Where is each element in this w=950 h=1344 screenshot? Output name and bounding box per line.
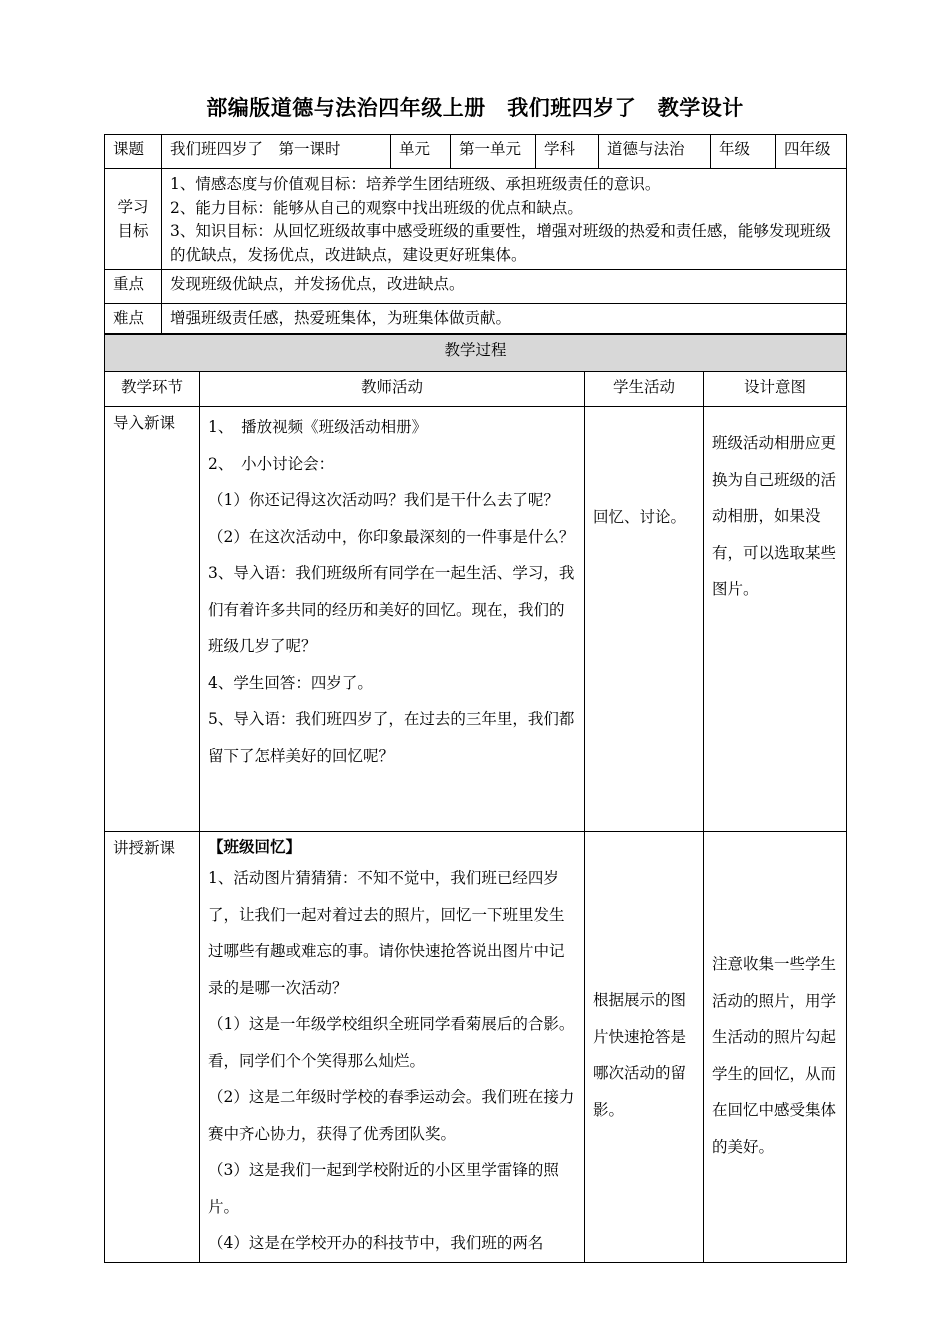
stage-cell: 讲授新课 [105, 832, 200, 1263]
teacher-step: （2）在这次活动中，你印象最深刻的一件事是什么？ [208, 527, 575, 546]
goal-item: 2、能力目标：能够从自己的观察中找出班级的优点和缺点。 [170, 198, 583, 217]
design-intent-cell: 班级活动相册应更换为自己班级的活动相册，如果没有，可以选取某些图片。 [704, 407, 847, 832]
difficulty-value: 增强班级责任感，热爱班集体，为班集体做贡献。 [162, 304, 847, 338]
goal-item: 1、情感态度与价值观目标：培养学生团结班级、承担班级责任的意识。 [170, 175, 661, 193]
goals-label-line2: 目标 [117, 222, 149, 240]
teacher-section-heading [208, 834, 576, 860]
goals-content [162, 169, 847, 270]
page-title: 部编版道德与法治四年级上册 我们班四岁了 教学设计 [206, 95, 744, 120]
column-header-intent: 设计意图 [704, 372, 847, 407]
teacher-step: （3）这是我们一起到学校附近的小区里学雷锋的照片。 [208, 1161, 559, 1216]
process-row-new-lesson [105, 832, 847, 1263]
teacher-step: （1）这是一年级学校组织全班同学看菊展后的合影。看，同学们个个笑得那么灿烂。 [208, 1015, 575, 1070]
teacher-step: 4、学生回答：四岁了。 [208, 673, 373, 692]
subject-label: 学科 [536, 135, 599, 169]
goals-label [105, 169, 162, 270]
teacher-step: 1、活动图片猜猜猜：不知不觉中，我们班已经四岁了，让我们一起对着过去的照片，回忆一下班里发生过哪些有趣或难忘的事。请你快速抢答说出图片中记录的是哪一次活动？ [208, 869, 565, 997]
topic-row [105, 135, 847, 169]
grade-label: 年级 [711, 135, 776, 169]
process-row-intro [105, 407, 847, 832]
topic-label: 课题 [105, 135, 162, 169]
teaching-process-table [104, 333, 847, 1263]
lesson-info-table [104, 134, 847, 338]
process-heading: 教学过程 [105, 334, 847, 372]
key-point-value: 发现班级优缺点，并发扬优点，改进缺点。 [162, 270, 847, 304]
teacher-activity-cell [200, 407, 585, 832]
grade-value: 四年级 [776, 135, 847, 169]
teacher-step: （2）这是二年级时学校的春季运动会。我们班在接力赛中齐心协力，获得了优秀团队奖。 [208, 1088, 575, 1143]
column-header-row [105, 372, 847, 407]
teacher-step: （4）这是在学校开办的科技节中，我们班的两名 [208, 1234, 544, 1252]
column-header-stage: 教学环节 [105, 372, 200, 407]
column-header-student: 学生活动 [585, 372, 704, 407]
teacher-step: 2、 小小讨论会： [208, 454, 335, 473]
difficulty-label: 难点 [105, 304, 162, 338]
teacher-step: 1、 播放视频《班级活动相册》 [208, 418, 428, 436]
unit-value: 第一单元 [451, 135, 536, 169]
student-activity-cell: 根据展示的图片快速抢答是哪次活动的留影。 [585, 832, 704, 1263]
teacher-step: 3、导入语：我们班级所有同学在一起生活、学习，我们有着许多共同的经历和美好的回忆。现在，我们的班级几岁了呢？ [208, 564, 575, 655]
column-header-teacher: 教师活动 [200, 372, 585, 407]
teacher-step: （1）你还记得这次活动吗？我们是干什么去了呢？ [208, 491, 559, 509]
unit-label: 单元 [391, 135, 451, 169]
student-activity-cell: 回忆、讨论。 [585, 407, 704, 832]
goals-row [105, 169, 847, 270]
subject-value: 道德与法治 [599, 135, 711, 169]
key-point-label: 重点 [105, 270, 162, 304]
teacher-activity-cell [200, 832, 585, 1263]
goal-item: 3、知识目标：从回忆班级故事中感受班级的重要性，增强对班级的热爱和责任感，能够发现班级的优缺点，发扬优点，改进缺点，建设更好班集体。 [170, 222, 831, 264]
topic-value: 我们班四岁了 第一课时 [162, 135, 391, 169]
key-point-row [105, 270, 847, 304]
teacher-step: 5、导入语：我们班四岁了，在过去的三年里，我们都留下了怎样美好的回忆呢？ [208, 710, 575, 765]
design-intent-cell: 注意收集一些学生活动的照片，用学生活动的照片勾起学生的回忆，从而在回忆中感受集体的美好。 [704, 832, 847, 1263]
stage-cell: 导入新课 [105, 407, 200, 832]
goals-label-line1: 学习 [117, 198, 149, 216]
section-heading-text: 【班级回忆】 [208, 837, 302, 856]
